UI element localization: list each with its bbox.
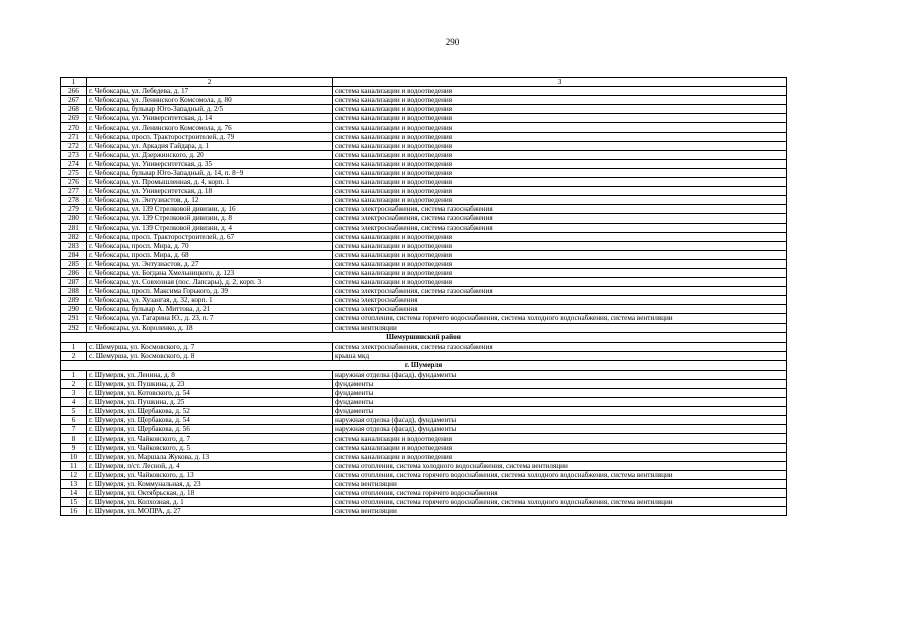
row-number: 9 <box>61 443 87 452</box>
address-cell: г. Чебоксары, ул. Энтузиастов, д. 27 <box>87 259 333 268</box>
work-type-cell: фундаменты <box>333 379 787 388</box>
work-type-cell: наружная отделка (фасад), фундаменты <box>333 425 787 434</box>
address-cell: г. Чебоксары, просп. Тракторостроителей, д. 67 <box>87 232 333 241</box>
work-type-cell: система канализации и водоотведения <box>333 123 787 132</box>
table-row <box>61 223 787 232</box>
work-type-cell: наружная отделка (фасад), фундаменты <box>333 416 787 425</box>
row-number: 1 <box>61 370 87 379</box>
table-row <box>61 489 787 498</box>
row-number: 278 <box>61 196 87 205</box>
row-number: 266 <box>61 87 87 96</box>
work-type-cell: система канализации и водоотведения <box>333 232 787 241</box>
address-cell: г. Чебоксары, ул. Университетская, д. 14 <box>87 114 333 123</box>
row-number: 285 <box>61 259 87 268</box>
address-cell: г. Чебоксары, просп. Мира, д. 68 <box>87 250 333 259</box>
row-number: 11 <box>61 461 87 470</box>
table-header-row <box>61 78 787 87</box>
row-number: 280 <box>61 214 87 223</box>
table-row <box>61 168 787 177</box>
row-number: 7 <box>61 425 87 434</box>
work-type-cell: система отопления, система горячего водоснабжения <box>333 489 787 498</box>
address-cell: г. Шумерля, ул. Пушкина, д. 25 <box>87 398 333 407</box>
table-row <box>61 214 787 223</box>
table-row <box>61 305 787 314</box>
table-row <box>61 443 787 452</box>
row-number: 289 <box>61 296 87 305</box>
address-cell: с. Шемурша, ул. Космовского, д. 8 <box>87 351 333 360</box>
address-cell: г. Чебоксары, ул. Гагарина Ю., д. 23, п. 7 <box>87 314 333 323</box>
work-type-cell: система канализации и водоотведения <box>333 87 787 96</box>
work-type-cell: система отопления, система горячего водоснабжения, система холодного водоснабжения, система вентиляции <box>333 470 787 479</box>
work-type-cell: фундаменты <box>333 389 787 398</box>
work-type-cell: система канализации и водоотведения <box>333 178 787 187</box>
row-number: 279 <box>61 205 87 214</box>
row-number: 276 <box>61 178 87 187</box>
table-row <box>61 259 787 268</box>
address-cell: г. Шумерля, ул. Ленина, д. 8 <box>87 370 333 379</box>
row-number: 286 <box>61 268 87 277</box>
work-type-cell: система канализации и водоотведения <box>333 250 787 259</box>
row-number: 283 <box>61 241 87 250</box>
table-row <box>61 178 787 187</box>
address-cell: г. Чебоксары, ул. Промышленная, д. 4, корп. 1 <box>87 178 333 187</box>
table-row <box>61 250 787 259</box>
row-number: 273 <box>61 150 87 159</box>
table-row <box>61 187 787 196</box>
table-row <box>61 416 787 425</box>
work-type-cell: система канализации и водоотведения <box>333 196 787 205</box>
row-number: 275 <box>61 168 87 177</box>
row-number: 4 <box>61 398 87 407</box>
address-cell: г. Чебоксары, ул. 139 Стрелковой дивизии, д. 16 <box>87 205 333 214</box>
work-type-cell: система канализации и водоотведения <box>333 443 787 452</box>
row-number: 291 <box>61 314 87 323</box>
address-cell: г. Чебоксары, ул. Ленинского Комсомола, д. 76 <box>87 123 333 132</box>
table-row <box>61 205 787 214</box>
work-type-cell: система канализации и водоотведения <box>333 278 787 287</box>
address-cell: с. Шемурша, ул. Космовского, д. 7 <box>87 342 333 351</box>
row-number: 288 <box>61 287 87 296</box>
row-number: 1 <box>61 342 87 351</box>
row-number: 287 <box>61 278 87 287</box>
address-cell: г. Чебоксары, бульвар Юго-Западный, д. 14, п. 8−9 <box>87 168 333 177</box>
address-cell: г. Шумерля, п/ст. Лесной, д. 4 <box>87 461 333 470</box>
objects-table <box>60 77 787 516</box>
work-type-cell: система канализации и водоотведения <box>333 434 787 443</box>
address-cell: г. Чебоксары, ул. 139 Стрелковой дивизии, д. 8 <box>87 214 333 223</box>
row-number: 6 <box>61 416 87 425</box>
table-row <box>61 470 787 479</box>
table-row <box>61 141 787 150</box>
address-cell: г. Шумерля, ул. Чайковского, д. 5 <box>87 443 333 452</box>
table-row <box>61 314 787 323</box>
row-number: 284 <box>61 250 87 259</box>
address-cell: г. Шумерля, ул. Коммунальная, д. 23 <box>87 479 333 488</box>
work-type-cell: система вентиляции <box>333 507 787 516</box>
table-row <box>61 105 787 114</box>
row-number: 271 <box>61 132 87 141</box>
address-cell: г. Шумерля, ул. Щербакова, д. 56 <box>87 425 333 434</box>
column-header: 3 <box>333 78 787 87</box>
table-row <box>61 479 787 488</box>
row-number: 12 <box>61 470 87 479</box>
table-row <box>61 389 787 398</box>
table-row <box>61 342 787 351</box>
work-type-cell: система вентиляции <box>333 323 787 332</box>
work-type-cell: система канализации и водоотведения <box>333 259 787 268</box>
row-number: 277 <box>61 187 87 196</box>
address-cell: г. Шумерля, ул. Колхозная, д. 1 <box>87 498 333 507</box>
row-number: 16 <box>61 507 87 516</box>
row-number: 15 <box>61 498 87 507</box>
row-number: 268 <box>61 105 87 114</box>
address-cell: г. Шумерля, ул. Пушкина, д. 23 <box>87 379 333 388</box>
table-row <box>61 96 787 105</box>
work-type-cell: наружная отделка (фасад), фундаменты <box>333 370 787 379</box>
address-cell: г. Чебоксары, просп. Мира, д. 70 <box>87 241 333 250</box>
row-number: 290 <box>61 305 87 314</box>
work-type-cell: крыша мкд <box>333 351 787 360</box>
address-cell: г. Шумерля, ул. Октябрьская, д. 18 <box>87 489 333 498</box>
table-row <box>61 434 787 443</box>
table-row <box>61 425 787 434</box>
address-cell: г. Шумерля, ул. Щербакова, д. 54 <box>87 416 333 425</box>
row-number: 2 <box>61 351 87 360</box>
work-type-cell: система отопления, система холодного водоснабжения, система вентиляции <box>333 461 787 470</box>
address-cell: г. Чебоксары, просп. Тракторостроителей, д. 79 <box>87 132 333 141</box>
table-row <box>61 370 787 379</box>
row-number: 13 <box>61 479 87 488</box>
table-row <box>61 287 787 296</box>
address-cell: г. Чебоксары, бульвар А. Миттова, д. 21 <box>87 305 333 314</box>
work-type-cell: система канализации и водоотведения <box>333 241 787 250</box>
work-type-cell: система электроснабжения, система газоснабжения <box>333 287 787 296</box>
address-cell: г. Чебоксары, ул. Дзержинского, д. 20 <box>87 150 333 159</box>
table-row <box>61 407 787 416</box>
table-row <box>61 150 787 159</box>
work-type-cell: система канализации и водоотведения <box>333 132 787 141</box>
table-row <box>61 278 787 287</box>
work-type-cell: система электроснабжения, система газоснабжения <box>333 223 787 232</box>
work-type-cell: система канализации и водоотведения <box>333 114 787 123</box>
work-type-cell: система отопления, система горячего водоснабжения, система холодного водоснабжения, система вентиляции <box>333 498 787 507</box>
table-row <box>61 196 787 205</box>
address-cell: г. Шумерля, ул. Маршала Жукова, д. 13 <box>87 452 333 461</box>
address-cell: г. Чебоксары, ул. Богдана Хмельницкого, д. 123 <box>87 268 333 277</box>
table-row <box>61 461 787 470</box>
table-row <box>61 159 787 168</box>
address-cell: г. Шумерля, ул. МОПРА, д. 27 <box>87 507 333 516</box>
section-title: Шемуршинский район <box>61 332 787 342</box>
work-type-cell: система канализации и водоотведения <box>333 168 787 177</box>
work-type-cell: система канализации и водоотведения <box>333 150 787 159</box>
row-number: 292 <box>61 323 87 332</box>
table-row <box>61 507 787 516</box>
table-row <box>61 452 787 461</box>
table-row <box>61 123 787 132</box>
address-cell: г. Шумерля, ул. Чайковского, д. 7 <box>87 434 333 443</box>
table-row <box>61 232 787 241</box>
table-row <box>61 498 787 507</box>
address-cell: г. Чебоксары, ул. Короленко, д. 18 <box>87 323 333 332</box>
work-type-cell: система канализации и водоотведения <box>333 187 787 196</box>
column-header: 2 <box>87 78 333 87</box>
address-cell: г. Чебоксары, ул. Университетская, д. 18 <box>87 187 333 196</box>
table-row <box>61 379 787 388</box>
row-number: 281 <box>61 223 87 232</box>
row-number: 269 <box>61 114 87 123</box>
table-row <box>61 114 787 123</box>
table-row <box>61 351 787 360</box>
column-header: 1 <box>61 78 87 87</box>
row-number: 267 <box>61 96 87 105</box>
work-type-cell: система электроснабжения <box>333 296 787 305</box>
work-type-cell: система электроснабжения, система газоснабжения <box>333 214 787 223</box>
row-number: 274 <box>61 159 87 168</box>
work-type-cell: система канализации и водоотведения <box>333 159 787 168</box>
address-cell: г. Чебоксары, ул. Ленинского Комсомола, д. 80 <box>87 96 333 105</box>
row-number: 2 <box>61 379 87 388</box>
section-title: г. Шумерля <box>61 360 787 370</box>
address-cell: г. Чебоксары, ул. Хузангая, д. 32, корп. 1 <box>87 296 333 305</box>
work-type-cell: система вентиляции <box>333 479 787 488</box>
address-cell: г. Чебоксары, просп. Максима Горького, д. 39 <box>87 287 333 296</box>
work-type-cell: система электроснабжения, система газоснабжения <box>333 342 787 351</box>
address-cell: г. Чебоксары, ул. Аркадия Гайдара, д. 1 <box>87 141 333 150</box>
row-number: 14 <box>61 489 87 498</box>
work-type-cell: система канализации и водоотведения <box>333 452 787 461</box>
table-body <box>61 78 787 516</box>
section-heading-row <box>61 332 787 342</box>
row-number: 8 <box>61 434 87 443</box>
address-cell: г. Чебоксары, ул. Совхозная (пос. Лапсары), д. 2, корп. 3 <box>87 278 333 287</box>
address-cell: г. Шумерля, ул. Котовского, д. 54 <box>87 389 333 398</box>
table-row <box>61 398 787 407</box>
section-heading-row <box>61 360 787 370</box>
work-type-cell: система канализации и водоотведения <box>333 105 787 114</box>
address-cell: г. Шумерля, ул. Чайковского, д. 13 <box>87 470 333 479</box>
table-row <box>61 268 787 277</box>
table-row <box>61 296 787 305</box>
address-cell: г. Чебоксары, ул. Университетская, д. 35 <box>87 159 333 168</box>
address-cell: г. Чебоксары, бульвар Юго-Западный, д. 2/5 <box>87 105 333 114</box>
row-number: 10 <box>61 452 87 461</box>
address-cell: г. Чебоксары, ул. Лебедева, д. 17 <box>87 87 333 96</box>
work-type-cell: система отопления, система горячего водоснабжения, система холодного водоснабжения, система вентиляции <box>333 314 787 323</box>
address-cell: г. Чебоксары, ул. Энтузиастов, д. 12 <box>87 196 333 205</box>
table-row <box>61 323 787 332</box>
row-number: 3 <box>61 389 87 398</box>
work-type-cell: фундаменты <box>333 407 787 416</box>
work-type-cell: система канализации и водоотведения <box>333 141 787 150</box>
work-type-cell: фундаменты <box>333 398 787 407</box>
page-number: 290 <box>445 37 460 47</box>
table-row <box>61 241 787 250</box>
address-cell: г. Чебоксары, ул. 139 Стрелковой дивизии, д. 4 <box>87 223 333 232</box>
work-type-cell: система электроснабжения <box>333 305 787 314</box>
work-type-cell: система канализации и водоотведения <box>333 96 787 105</box>
row-number: 5 <box>61 407 87 416</box>
row-number: 270 <box>61 123 87 132</box>
work-type-cell: система электроснабжения, система газоснабжения <box>333 205 787 214</box>
address-cell: г. Шумерля, ул. Щербакова, д. 52 <box>87 407 333 416</box>
row-number: 272 <box>61 141 87 150</box>
table-row <box>61 87 787 96</box>
table-row <box>61 132 787 141</box>
row-number: 282 <box>61 232 87 241</box>
work-type-cell: система канализации и водоотведения <box>333 268 787 277</box>
